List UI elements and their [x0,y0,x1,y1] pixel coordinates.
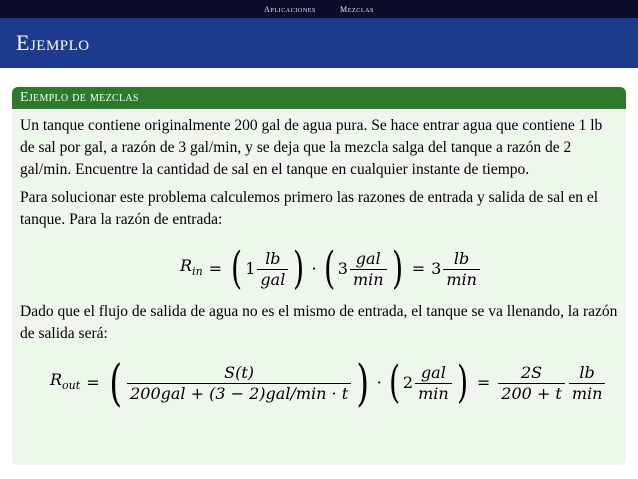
eq2-paren-close: ) [356,354,370,412]
eq1-lhs: $R_{in}$ [180,255,203,279]
eq1-equals: = [208,259,223,278]
eq2-equals-2: = [476,373,491,392]
top-navigation [0,0,638,18]
example-block [12,87,626,465]
slide-title-bar [0,18,638,68]
eq1-paren-close-2: ) [391,243,403,294]
eq1-dot: · [311,259,317,278]
eq2-lhs: $R_{out}$ [50,369,81,393]
block-body [12,109,626,415]
slide-title: Ejemplo [16,30,90,55]
paragraph-intro: Para solucionar este problema calculemos primero las razones de entrada y salida de sal en el tanque. Para la razón de entrada: [20,189,599,228]
eq2-dot: · [376,373,382,392]
eq2-frac-gal-min: $\frac{\text{gal}}{\min}$ [415,363,452,404]
eq1-paren-close: ) [293,243,305,294]
equation-rate-in [20,237,618,301]
eq1-three: 3 [337,259,348,278]
eq1-equals-2: = [411,259,426,278]
eq1-three-result: 3 [431,259,442,278]
paragraph-problem: Un tanque contiene originalmente 200 gal de agua pura. Se hace entrar agua que contiene 1 lb de sal por gal, a razón de 3 gal/min, y se deja que la mezcla salga del tanque a razón de 2 gal/min. Encuentre la cantidad de sal en el tanque en cualquier instante de tiempo. [20,117,603,178]
block-title: Ejemplo de mezclas [20,90,139,105]
paragraph-outflow: Dado que el flujo de salida de agua no es el mismo de entrada, el tanque se va llenando, la razón de salida será: [20,303,618,342]
eq2-frac-lb-min: $\frac{lb}{\min}$ [569,363,606,404]
eq2-equals: = [86,373,100,392]
eq2-paren-close-2: ) [456,357,468,408]
eq1-frac-gal-min: $\frac{\text{gal}}{\min}$ [350,249,387,290]
eq2-frac-main: $\frac{S(t)}{\text{200gal + (3 − 2)gal/min · t}}$ [127,363,351,404]
eq1-frac-lb-gal: $\frac{lb}{\text{gal}}$ [257,249,288,290]
eq1-one: 1 [245,259,256,278]
block-header [12,87,626,109]
eq2-paren-open: ( [109,354,122,412]
eq2-frac-result: $\frac{2S}{200 + t}$ [498,363,565,404]
nav-item-mezclas[interactable]: Mezclas [340,4,374,14]
eq1-paren-open: ( [231,243,243,294]
equation-rate-out [20,351,618,415]
eq2-two: 2 [402,373,414,392]
nav-item-aplicaciones[interactable]: Aplicaciones [264,4,316,14]
eq1-frac-lb-min: $\frac{lb}{\min}$ [443,249,480,290]
eq1-paren-open-2: ( [323,243,335,294]
eq2-paren-open-2: ( [388,357,400,408]
